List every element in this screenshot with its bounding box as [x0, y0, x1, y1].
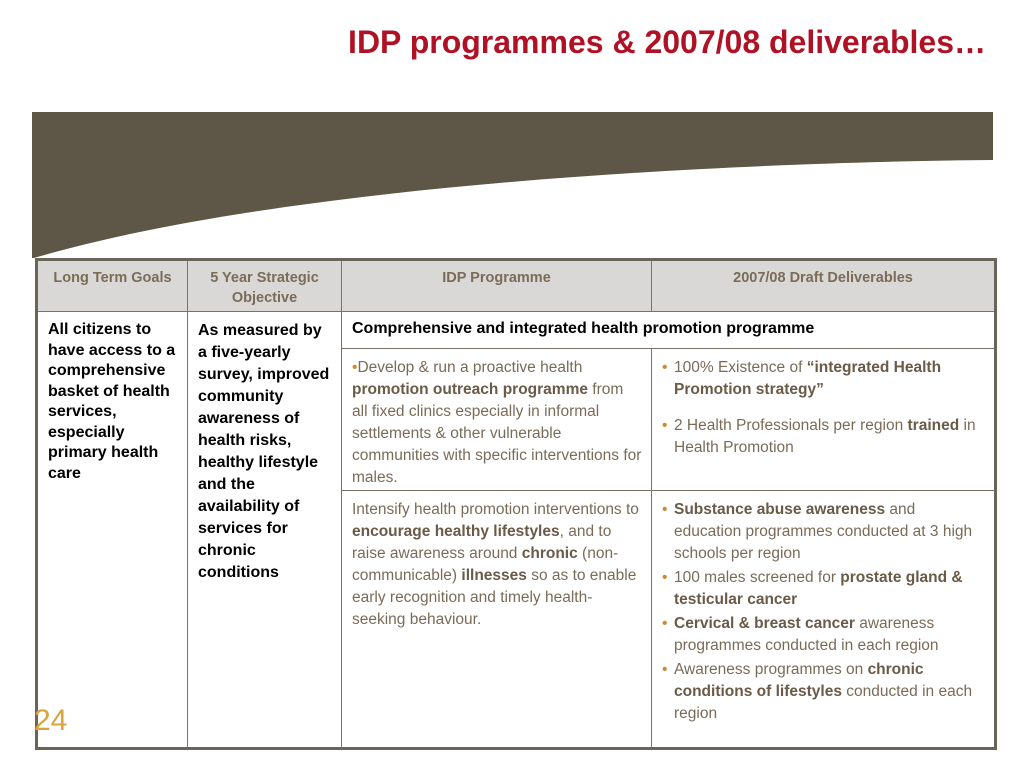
list-item: • 100 males screened for prostate gland & testicular cancer: [662, 569, 963, 608]
header-long-term-goals: Long Term Goals: [37, 260, 188, 312]
header-deliverables: 2007/08 Draft Deliverables: [652, 260, 996, 312]
programme-cell-1: •Develop & run a proactive health promotion outreach programme from all fixed clinics especially in informal settlements & other vulnerable communities with specific interventions for males.: [342, 349, 652, 491]
bullet-icon: •: [662, 501, 668, 518]
deliverables-table: [35, 258, 997, 750]
bullet-icon: •: [662, 661, 668, 678]
table-header-row: [37, 260, 996, 312]
header-strategic-objective: 5 Year Strategic Objective: [188, 260, 342, 312]
list-item: • Awareness programmes on chronic conditions of lifestyles conducted in each region: [662, 661, 973, 722]
programme-cell-2: Intensify health promotion interventions to encourage healthy lifestyles, and to raise awareness around chronic (non-communicable) illnesses so as to enable early recognition and timely health-seeking behaviour.: [342, 491, 652, 749]
programme-title-row: [37, 312, 996, 349]
bullet-icon: •: [352, 359, 358, 376]
bullet-icon: •: [662, 615, 668, 632]
bullet-icon: •: [662, 417, 668, 434]
bullet-icon: •: [662, 569, 668, 586]
programme-title: Comprehensive and integrated health promotion programme: [342, 312, 996, 349]
bullet-icon: •: [662, 359, 668, 376]
list-item: • Cervical & breast cancer awareness programmes conducted in each region: [662, 615, 939, 654]
list-item: • 100% Existence of “integrated Health Promotion strategy”: [662, 359, 942, 398]
page-number: 24: [34, 704, 68, 737]
list-item: • Substance abuse awareness and education programmes conducted at 3 high schools per region: [662, 501, 973, 562]
decorative-banner: [32, 112, 993, 258]
list-item: • 2 Health Professionals per region trained in Health Promotion: [662, 417, 976, 456]
strategic-objective-cell: As measured by a five-yearly survey, improved community awareness of health risks, healthy lifestyle and the availability of services for chronic conditions: [188, 312, 342, 749]
deliverables-cell-2: [652, 491, 996, 749]
long-term-goal-cell: All citizens to have access to a comprehensive basket of health services, especially primary health care: [37, 312, 188, 749]
slide-title: IDP programmes & 2007/08 deliverables…: [348, 24, 986, 60]
deliverables-cell-1: [652, 349, 996, 491]
header-idp-programme: IDP Programme: [342, 260, 652, 312]
